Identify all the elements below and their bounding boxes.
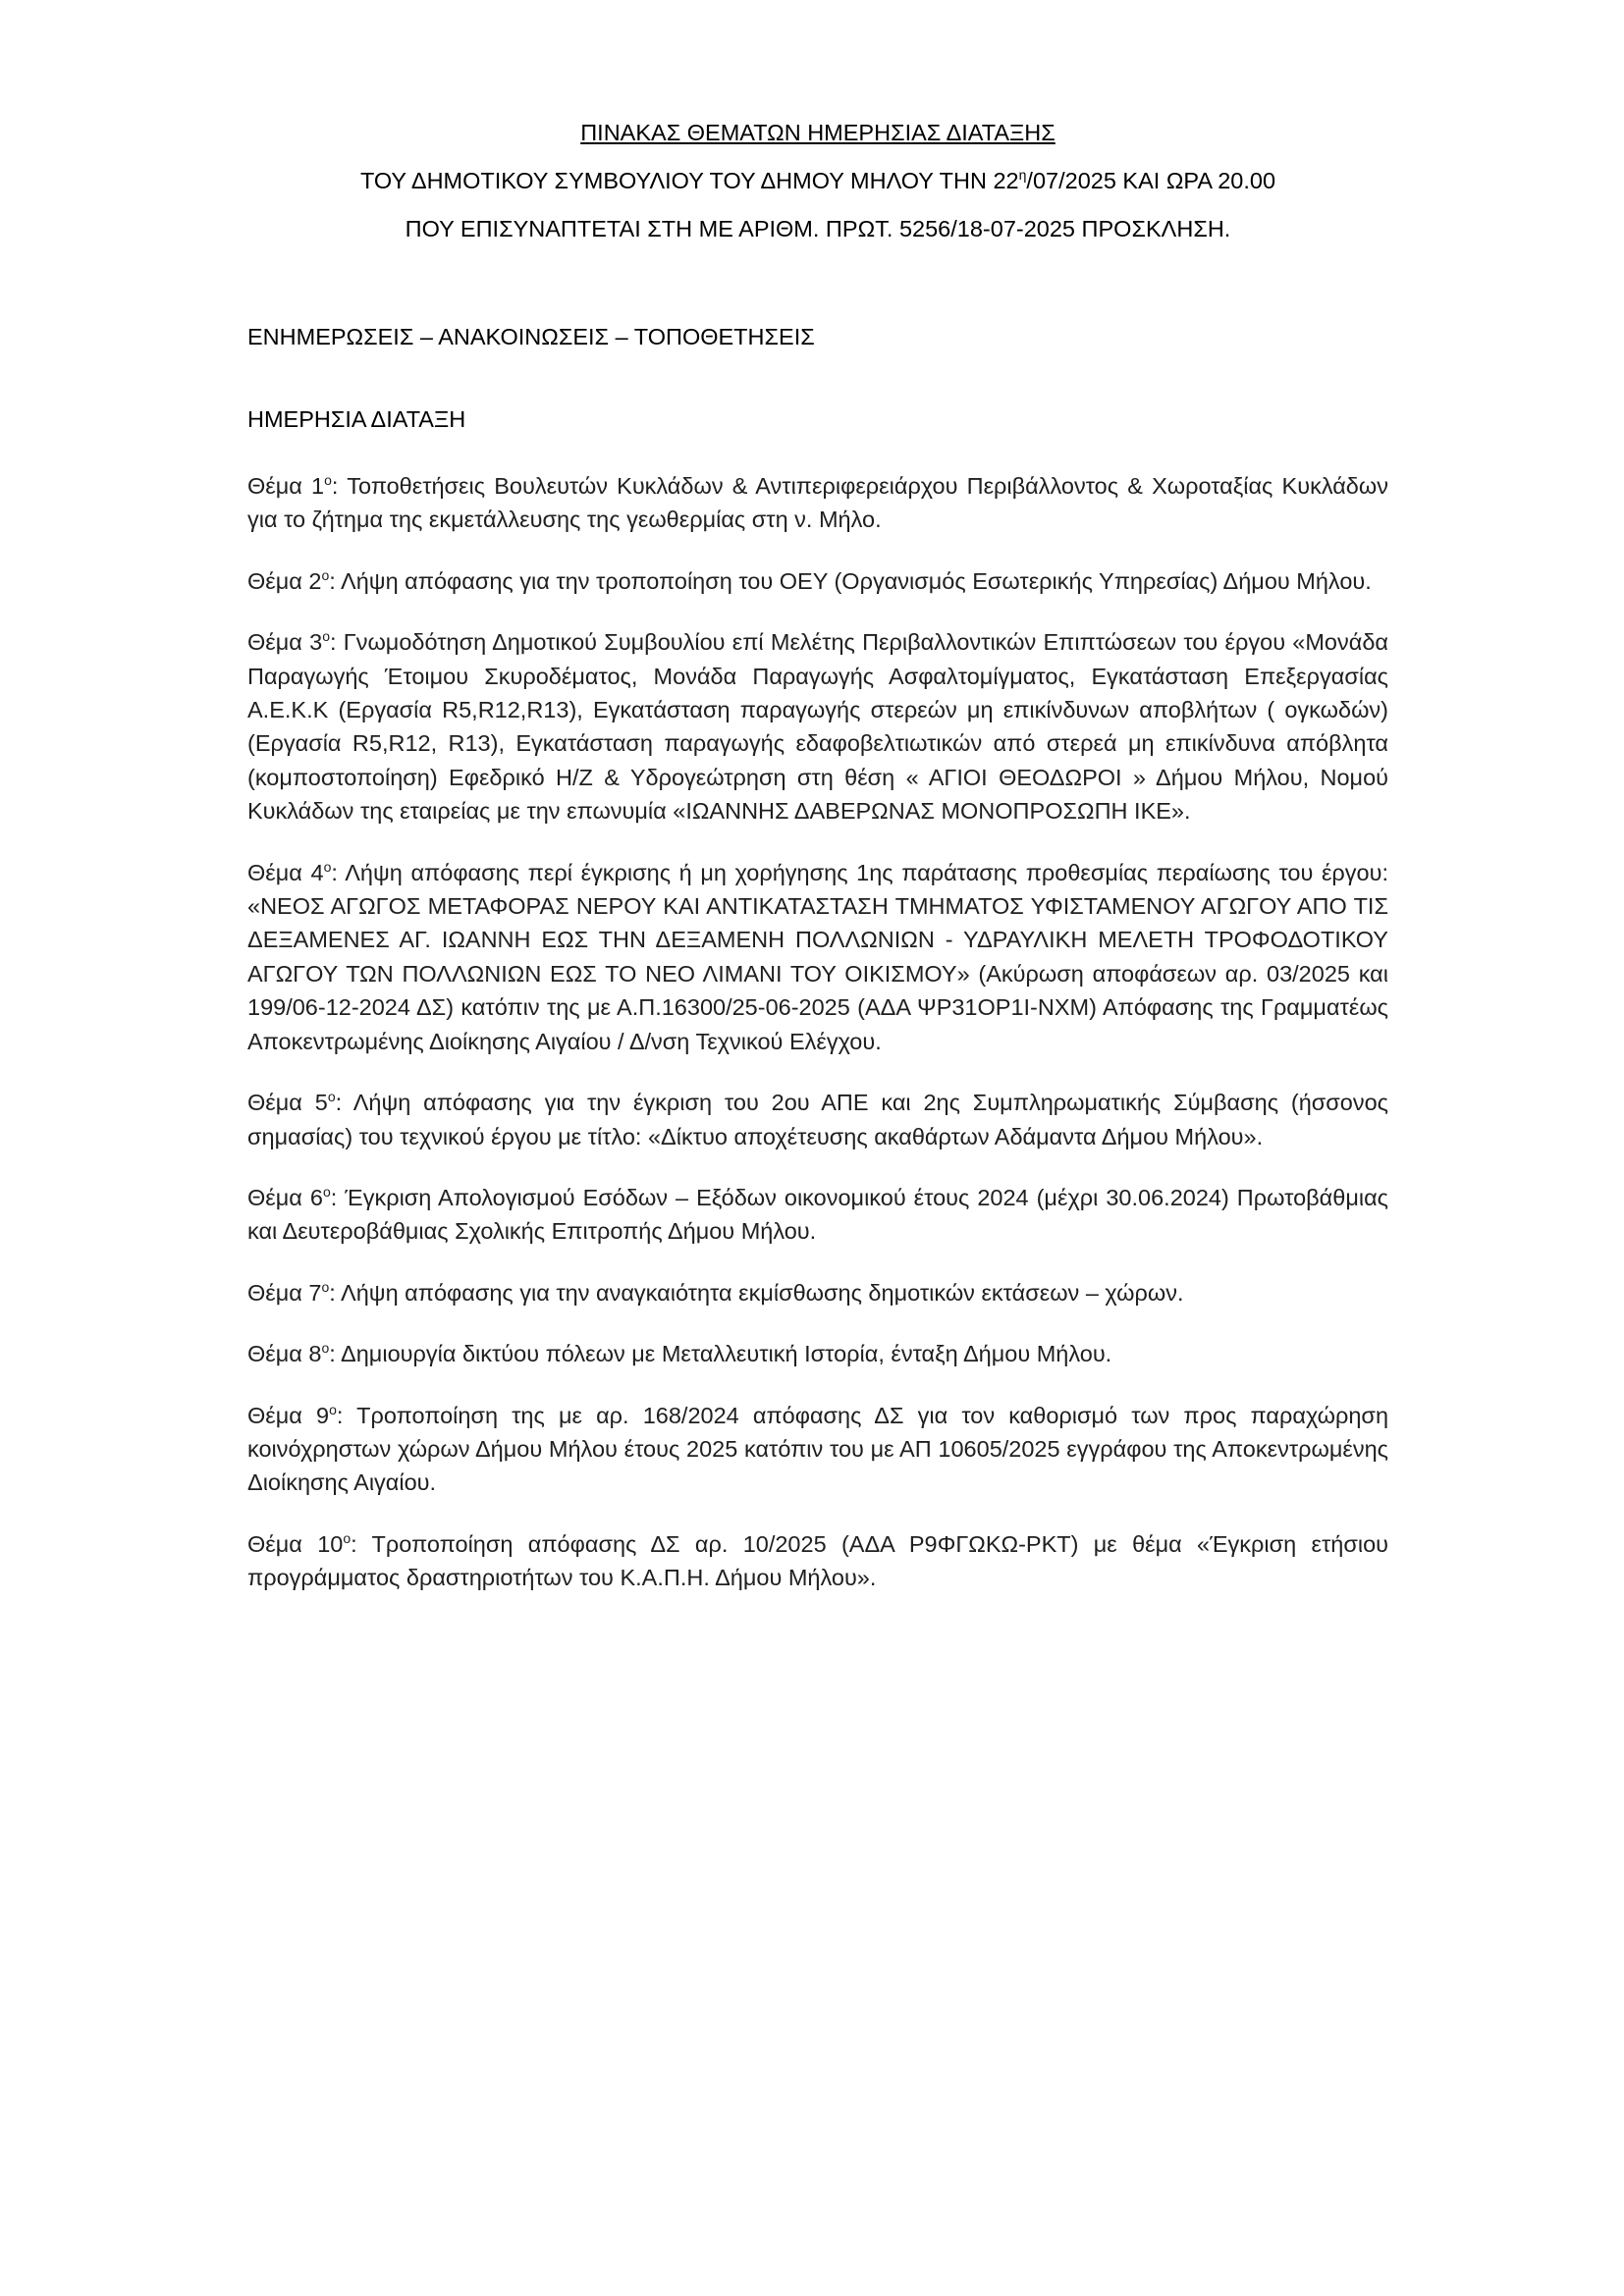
agenda-topic bbox=[247, 1399, 1388, 1500]
agenda-topic bbox=[247, 1181, 1388, 1249]
agenda-topic bbox=[247, 564, 1388, 598]
topic-text: : Δημιουργία δικτύου πόλεων με Μεταλλευτική Ιστορία, ένταξη Δήμου Μήλου. bbox=[329, 1341, 1112, 1367]
meeting-date-line bbox=[247, 164, 1388, 197]
topic-text: : Γνωμοδότηση Δημοτικού Συμβουλίου επί Μελέτης Περιβαλλοντικών Επιπτώσεων του έργου «Μονάδα Παραγωγής Έτοιμου Σκυροδέματος, Μονάδα Παραγωγής Ασφαλτομίγματος, Εγκατάσταση Επεξεργασίας Α.Ε.Κ.Κ (Εργασία R5,R12,R13), Εγκατάσταση παραγωγής στερεών μη επικίνδυνων αποβλήτων ( ογκωδών) (Εργασία R5,R12, R13), Εγκατάσταση παραγωγής εδαφοβελτιωτικών από στερεά μη επικίνδυνα απόβλητα (κομποστοποίηση) Εφεδρικό Η/Ζ & Υδρογεώτρηση στη θέση « ΑΓΙΟΙ ΘΕΟΔΩΡΟΙ » Δήμου Μήλου, Νομού Κυκλάδων της εταιρείας με την επωνυμία «ΙΩΑΝΝΗΣ ΔΑΒΕΡΩΝΑΣ ΜΟΝΟΠΡΟΣΩΠΗ ΙΚΕ». bbox=[247, 629, 1388, 825]
topic-ordinal: ο bbox=[322, 628, 330, 645]
topic-ordinal: ο bbox=[329, 1401, 337, 1417]
topic-label: Θέμα 2 bbox=[247, 567, 322, 594]
meeting-date-time: /07/2025 ΚΑΙ ΩΡΑ 20.00 bbox=[1026, 168, 1276, 193]
topic-label: Θέμα 7 bbox=[247, 1279, 322, 1306]
topic-label: Θέμα 4 bbox=[247, 859, 324, 885]
agenda-topic bbox=[247, 469, 1388, 537]
topic-text: : Τροποποίηση απόφασης ΔΣ αρ. 10/2025 (ΑΔΑ Ρ9ΦΓΩΚΩ-ΡΚΤ) με θέμα «Έγκριση ετήσιου προγράμματος δραστηριοτήτων του Κ.Α.Π.Η. Δήμου Μήλου». bbox=[247, 1530, 1388, 1591]
topic-text: : Λήψη απόφασης περί έγκρισης ή μη χορήγησης 1ης παράτασης προθεσμίας περαίωσης του έργου: «ΝΕΟΣ ΑΓΩΓΟΣ ΜΕΤΑΦΟΡΑΣ ΝΕΡΟΥ ΚΑΙ ΑΝΤΙΚΑΤΑΣΤΑΣΗ ΤΜΗΜΑΤΟΣ ΥΦΙΣΤΑΜΕΝΟΥ ΑΓΩΓΟΥ ΑΠΟ ΤΙΣ ΔΕΞΑΜΕΝΕΣ ΑΓ. ΙΩΑΝΝΗ ΕΩΣ ΤΗΝ ΔΕΞΑΜΕΝΗ ΠΟΛΛΩΝΙΩΝ - ΥΔΡΑΥΛΙΚΗ ΜΕΛΕΤΗ ΤΡΟΦΟΔΟΤΙΚΟΥ ΑΓΩΓΟΥ ΤΩΝ ΠΟΛΛΩΝΙΩΝ ΕΩΣ ΤΟ ΝΕΟ ΛΙΜΑΝΙ ΤΟΥ ΟΙΚΙΣΜΟΥ» (Ακύρωση αποφάσεων αρ. 03/2025 και 199/06-12-2024 ΔΣ) κατόπιν της με Α.Π.16300/25-06-2025 (ΑΔΑ ΨΡ31ΟΡ1Ι-ΝΧΜ) Απόφασης της Γραμματέως Αποκεντρωμένης Διοίκησης Αιγαίου / Δ/νση Τεχνικού Ελέγχου. bbox=[247, 859, 1388, 1054]
topic-label: Θέμα 10 bbox=[247, 1530, 344, 1557]
meeting-date-text: ΤΟΥ ΔΗΜΟΤΙΚΟΥ ΣΥΜΒΟΥΛΙΟΥ ΤΟΥ ΔΗΜΟΥ ΜΗΛΟΥ ΤΗΝ 22 bbox=[359, 168, 1019, 193]
document-title-line bbox=[247, 116, 1388, 149]
topic-label: Θέμα 8 bbox=[247, 1341, 322, 1367]
topic-ordinal: ο bbox=[321, 1278, 330, 1295]
agenda-topic bbox=[247, 1276, 1388, 1309]
topic-text: : Τροποποίηση της με αρ. 168/2024 απόφασης ΔΣ για τον καθορισμό των προς παραχώρηση κοινόχρηστων χώρων Δήμου Μήλου έτους 2025 κατόπιν του με ΑΠ 10605/2025 εγγράφου της Αποκεντρωμένης Διοίκησης Αιγαίου. bbox=[247, 1402, 1389, 1496]
document-title: ΠΙΝΑΚΑΣ ΘΕΜΑΤΩΝ ΗΜΕΡΗΣΙΑΣ ΔΙΑΤΑΞΗΣ bbox=[580, 120, 1056, 145]
topic-label: Θέμα 5 bbox=[247, 1090, 328, 1116]
topic-ordinal: ο bbox=[323, 858, 332, 875]
agenda-topic bbox=[247, 1086, 1388, 1153]
topic-ordinal: ο bbox=[321, 566, 330, 583]
topic-text: : Λήψη απόφασης για την τροποποίηση του ΟΕΥ (Οργανισμός Εσωτερικής Υπηρεσίας) Δήμου Μήλου. bbox=[329, 567, 1372, 594]
topic-label: Θέμα 3 bbox=[247, 629, 323, 656]
topic-label: Θέμα 6 bbox=[247, 1184, 323, 1210]
announcements-heading: ΕΝΗΜΕΡΩΣΕΙΣ – ΑΝΑΚΟΙΝΩΣΕΙΣ – ΤΟΠΟΘΕΤΗΣΕΙΣ bbox=[247, 324, 815, 349]
topic-ordinal: ο bbox=[324, 472, 332, 488]
topic-ordinal: ο bbox=[322, 1183, 331, 1200]
topic-text: : Έγκριση Απολογισμού Εσόδων – Εξόδων οικονομικού έτους 2024 (μέχρι 30.06.2024) Πρωτοβάθμιας και Δευτεροβάθμιας Σχολικής Επιτροπής Δήμου Μήλου. bbox=[247, 1184, 1389, 1245]
invitation-reference-line: ΠΟΥ ΕΠΙΣΥΝΑΠΤΕΤΑΙ ΣΤΗ ΜΕ ΑΡΙΘΜ. ΠΡΩΤ. 5256/18-07-2025 ΠΡΟΣΚΛΗΣΗ. bbox=[405, 216, 1231, 241]
document-page bbox=[247, 116, 1388, 1623]
topic-label: Θέμα 1 bbox=[247, 473, 325, 499]
topic-text: : Τοποθετήσεις Βουλευτών Κυκλάδων & Αντιπεριφερειάρχου Περιβάλλοντος & Χωροταξίας Κυκλάδων για το ζήτημα της εκμετάλλευσης της γεωθερμίας στη ν. Μήλο. bbox=[247, 473, 1388, 533]
topic-text: : Λήψη απόφασης για την έγκριση του 2ου ΑΠΕ και 2ης Συμπληρωματικής Σύμβασης (ήσσονος σημασίας) του τεχνικού έργου με τίτλο: «Δίκτυο αποχέτευσης ακαθάρτων Αδάμαντα Δήμου Μήλου». bbox=[247, 1090, 1388, 1149]
topic-label: Θέμα 9 bbox=[247, 1402, 330, 1428]
agenda-topic bbox=[247, 625, 1388, 828]
topic-ordinal: ο bbox=[327, 1089, 336, 1105]
topic-ordinal: ο bbox=[321, 1340, 330, 1357]
topic-text: : Λήψη απόφασης για την αναγκαιότητα εκμίσθωσης δημοτικών εκτάσεων – χώρων. bbox=[329, 1279, 1184, 1306]
agenda-topic bbox=[247, 856, 1388, 1058]
agenda-heading: ΗΜΕΡΗΣΙΑ ΔΙΑΤΑΞΗ bbox=[247, 406, 466, 432]
meeting-date-ordinal: η bbox=[1018, 167, 1027, 183]
agenda-topic bbox=[247, 1527, 1388, 1595]
topic-ordinal: ο bbox=[343, 1529, 352, 1546]
agenda-topic bbox=[247, 1337, 1388, 1370]
agenda-topics-list bbox=[247, 469, 1388, 1595]
